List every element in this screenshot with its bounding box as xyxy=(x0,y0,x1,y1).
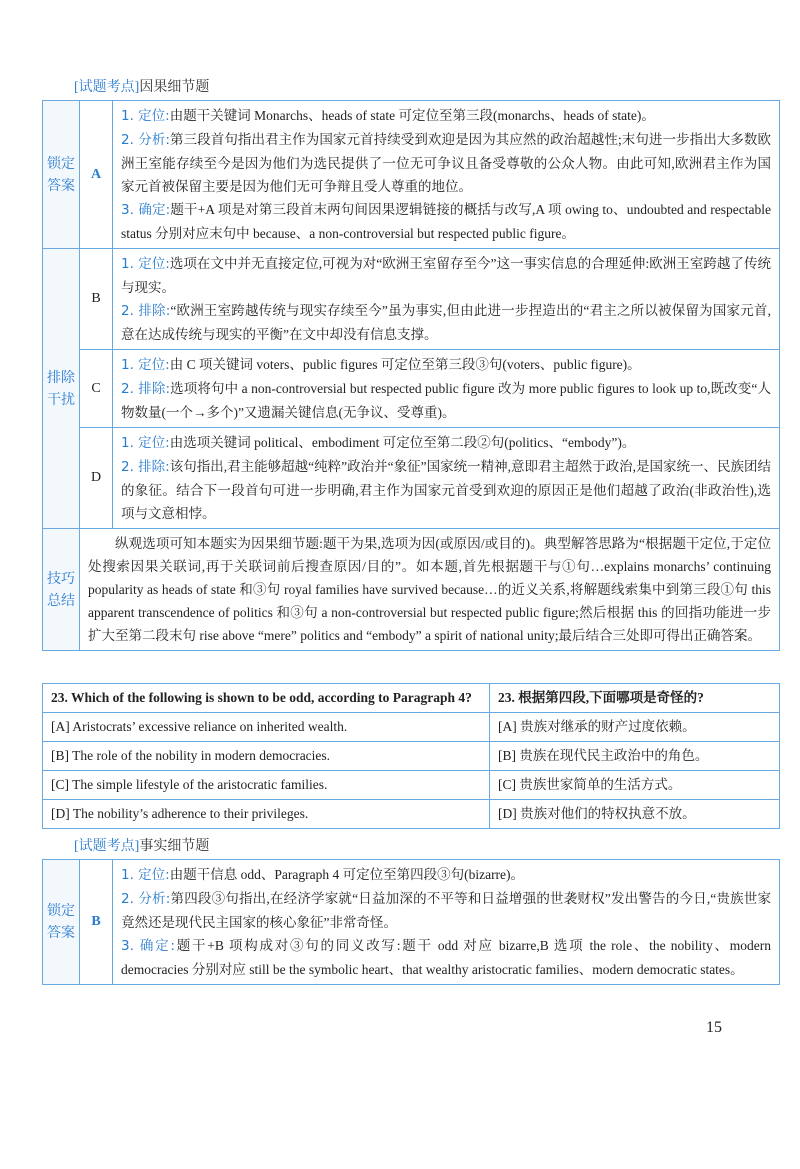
option-en: [D] The nobility’s adherence to their privileges. xyxy=(43,800,490,829)
step-label: 1. 定位: xyxy=(121,435,170,451)
question-en: 23. Which of the following is shown to be odd, according to Paragraph 4? xyxy=(43,684,490,713)
step-label: 2. 分析: xyxy=(121,891,171,907)
answer-option: B xyxy=(80,860,113,985)
step-label: 1. 定位: xyxy=(121,357,170,373)
step-label: 3. 确定: xyxy=(121,202,171,218)
step-text: 选项将句中 a non-controversial but respected public figure 改为 more public figures to look up to,既改变“人物数量(一个→多个)”又遗漏关键信息(无争议、受尊重)。 xyxy=(121,381,771,420)
step-text: 由选项关键词 political、embodiment 可定位至第二段②句(politics、“embody”)。 xyxy=(169,435,636,450)
step-label: 1. 定位: xyxy=(121,867,170,883)
option-letter: C xyxy=(80,350,113,428)
option-zh: [C] 贵族世家简单的生活方式。 xyxy=(490,771,780,800)
topic-heading-q23 xyxy=(74,837,780,857)
page-content xyxy=(42,0,780,1037)
option-en: [A] Aristocrats’ excessive reliance on inherited wealth. xyxy=(43,713,490,742)
question-23-table xyxy=(42,683,780,829)
spacer xyxy=(42,829,780,837)
summary-text: 纵观选项可知本题实为因果细节题:题干为果,选项为因(或原因/或目的)。典型解答思路为“根据题干定位,于定位处搜索因果关联词,再于关联词前后搜查原因/目的”。如本题,首先根据题干与①句…explains monarchs’ continuing popularity as heads of state 和③句 royal families have survived because…的近义关系,将解题线索集中到第三段①句 this apparent transcendence of politics 和③句 a non-controversial but respected public figure;然后根据 this 的回指功能进一步扩大至第二段末句 rise above “mere” politics and “embody” a spirit of national unity;最后结合三处即可得出正确答案。 xyxy=(80,529,780,651)
exclude-label: 排除干扰 xyxy=(43,249,80,529)
question-row xyxy=(43,684,780,713)
topic-text: 因果细节题 xyxy=(139,80,210,95)
option-zh: [B] 贵族在现代民主政治中的角色。 xyxy=(490,742,780,771)
analysis-table-q22 xyxy=(42,100,780,651)
option-explanation xyxy=(113,350,780,428)
step-text: 第三段首句指出君主作为国家元首持续受到欢迎是因为其应然的政治超越性;末句进一步指出大多数欧洲王室能存续至今是因为他们为选民提供了一位无可争议且备受尊敬的公众人物。由此可知,欧洲君主作为国家元首被保留主要是因为他们无可争辩且受人尊重的地位。 xyxy=(121,132,771,194)
lock-answer-row xyxy=(43,101,780,249)
option-explanation xyxy=(113,249,780,350)
step-label: 1. 定位: xyxy=(121,108,170,124)
step-text: 题干+B 项构成对③句的同义改写:题干 odd 对应 bizarre,B 选项 the role、the nobility、modern democracies 分别对应 still be the symbolic heart、that wealthy aristocratic families、modern democratic states。 xyxy=(121,938,771,977)
step-label: 3. 确定: xyxy=(121,938,175,954)
option-zh: [A] 贵族对继承的财产过度依赖。 xyxy=(490,713,780,742)
lock-answer-label: 锁定答案 xyxy=(43,860,80,985)
option-row xyxy=(43,771,780,800)
option-row xyxy=(43,713,780,742)
page-number: 15 xyxy=(706,1019,722,1036)
option-letter: B xyxy=(80,249,113,350)
answer-explanation xyxy=(113,101,780,249)
step-text: 选项在文中并无直接定位,可视为对“欧洲王室留存至今”这一事实信息的合理延伸:欧洲王室跨越了传统与现实。 xyxy=(121,256,771,295)
summary-label: 技巧总结 xyxy=(43,529,80,651)
answer-explanation xyxy=(113,860,780,985)
analysis-table-q23 xyxy=(42,859,780,985)
exclude-row-c xyxy=(43,350,780,428)
step-text: 第四段③句指出,在经济学家就“日益加深的不平等和日益增强的世袭财权”发出警告的今日,“贵族世家竟然还是现代民主国家的核心象征”非常奇怪。 xyxy=(121,891,771,930)
topic-bracket: [试题考点] xyxy=(74,80,140,95)
option-zh: [D] 贵族对他们的特权执意不放。 xyxy=(490,800,780,829)
step-label: 2. 分析: xyxy=(121,132,170,148)
step-label: 2. 排除: xyxy=(121,381,171,397)
topic-heading-q22 xyxy=(74,78,780,98)
lock-answer-row xyxy=(43,860,780,985)
topic-bracket: [试题考点] xyxy=(74,839,140,854)
summary-row xyxy=(43,529,780,651)
answer-option: A xyxy=(80,101,113,249)
option-explanation xyxy=(113,428,780,529)
step-text: 由题干信息 odd、Paragraph 4 可定位至第四段③句(bizarre)。 xyxy=(169,867,525,882)
step-label: 2. 排除: xyxy=(121,459,170,475)
step-text: 由题干关键词 Monarchs、heads of state 可定位至第三段(monarchs、heads of state)。 xyxy=(169,108,655,123)
option-en: [C] The simple lifestyle of the aristocratic families. xyxy=(43,771,490,800)
lock-answer-label: 锁定答案 xyxy=(43,101,80,249)
option-en: [B] The role of the nobility in modern democracies. xyxy=(43,742,490,771)
option-row xyxy=(43,742,780,771)
exclude-row-b xyxy=(43,249,780,350)
step-text: 由 C 项关键词 voters、public figures 可定位至第三段③句(voters、public figure)。 xyxy=(169,357,641,372)
step-label: 2. 排除: xyxy=(121,303,171,319)
step-text: “欧洲王室跨越传统与现实存续至今”虽为事实,但由此进一步捏造出的“君主之所以被保留为国家元首,意在达成传统与现实的平衡”在文中却没有信息支撑。 xyxy=(121,303,771,342)
step-text: 该句指出,君主能够超越“纯粹”政治并“象征”国家统一精神,意即君主超然于政治,是国家统一、民族团结的象征。结合下一段首句可进一步明确,君主作为国家元首受到欢迎的原因正是他们超越了政治(非政治性),选项与文意相悖。 xyxy=(121,459,771,521)
option-row xyxy=(43,800,780,829)
topic-text: 事实细节题 xyxy=(139,839,210,854)
option-letter: D xyxy=(80,428,113,529)
step-text: 题干+A 项是对第三段首末两句间因果逻辑链接的概括与改写,A 项 owing to、undoubted and respectable status 分别对应末句中 because、a non-controversial but respected public figure。 xyxy=(121,202,771,241)
exclude-row-d xyxy=(43,428,780,529)
step-label: 1. 定位: xyxy=(121,256,170,272)
question-zh: 23. 根据第四段,下面哪项是奇怪的? xyxy=(490,684,780,713)
